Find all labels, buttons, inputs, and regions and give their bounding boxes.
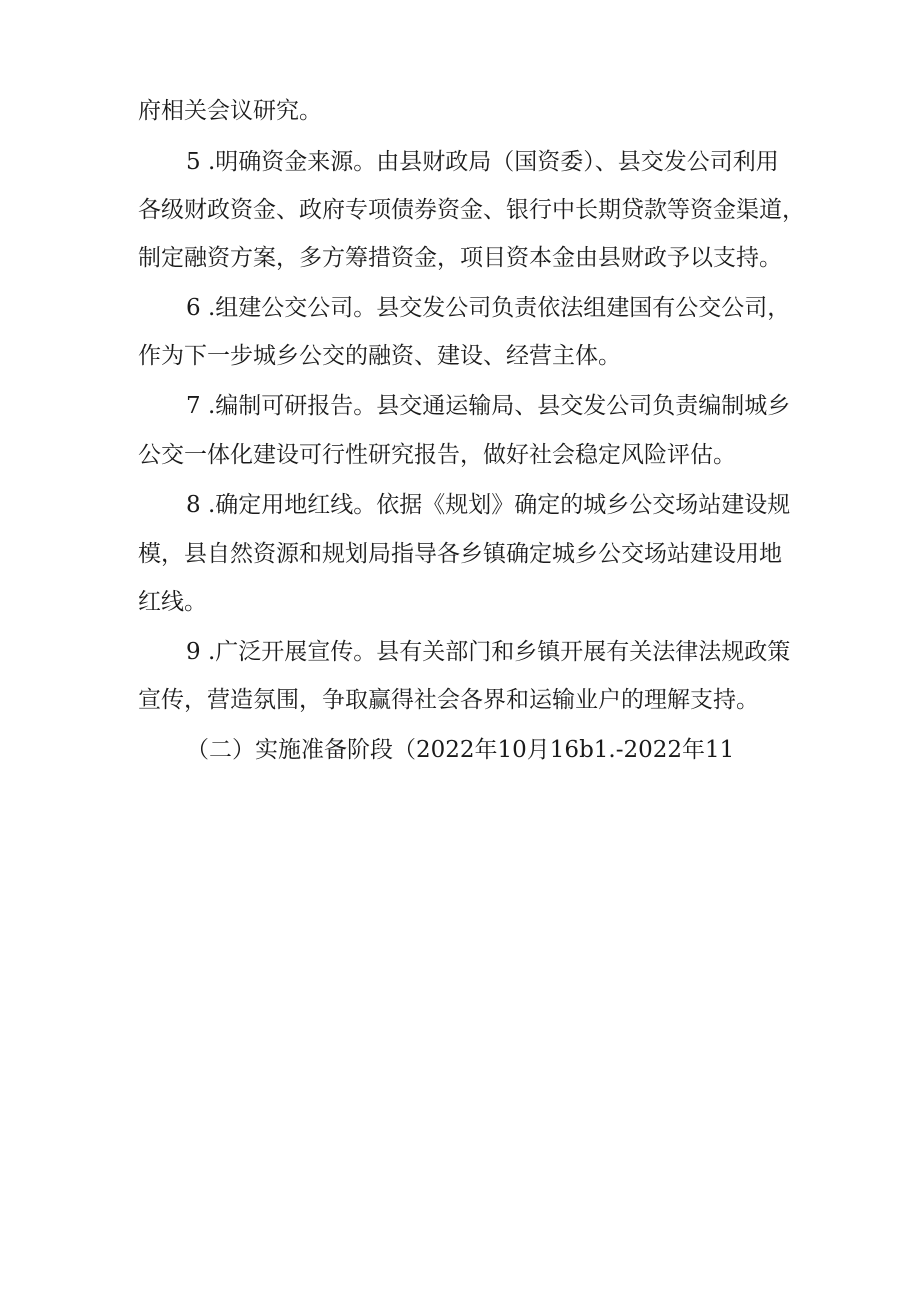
text-line: 制定融资方案，多方筹措资金，项目资本金由县财政予以支持。 <box>138 245 782 271</box>
text-line: 作为下一步城乡公交的融资、建设、经营主体。 <box>138 343 621 369</box>
text-line: 5 .明确资金来源。由县财政局（国资委）、县交发公司利用 <box>186 149 779 175</box>
text-line: 9 .广泛开展宣传。县有关部门和乡镇开展有关法律法规政策 <box>186 639 791 665</box>
text-line: 8 .确定用地红线。依据《规划》确定的城乡公交场站建设规 <box>186 492 791 518</box>
text-line: 宣传，营造氛围，争取赢得社会各界和运输业户的理解支持。 <box>138 687 759 713</box>
text-line: 各级财政资金、政府专项债券资金、银行中长期贷款等资金渠道， <box>138 197 805 223</box>
text-line: 7 .编制可研报告。县交通运输局、县交发公司负责编制城乡 <box>186 393 791 419</box>
text-line: 6 .组建公交公司。县交发公司负责依法组建国有公交公司， <box>186 295 791 321</box>
text-line: 府相关会议研究。 <box>138 98 322 124</box>
text-line: 公交一体化建设可行性研究报告，做好社会稳定风险评估。 <box>138 442 736 468</box>
section-heading: （二）实施准备阶段（2022年10月16b1.-2022年11 <box>186 737 735 763</box>
text-line: 红线。 <box>138 589 207 615</box>
text-line: 模，县自然资源和规划局指导各乡镇确定城乡公交场站建设用地 <box>138 541 782 567</box>
